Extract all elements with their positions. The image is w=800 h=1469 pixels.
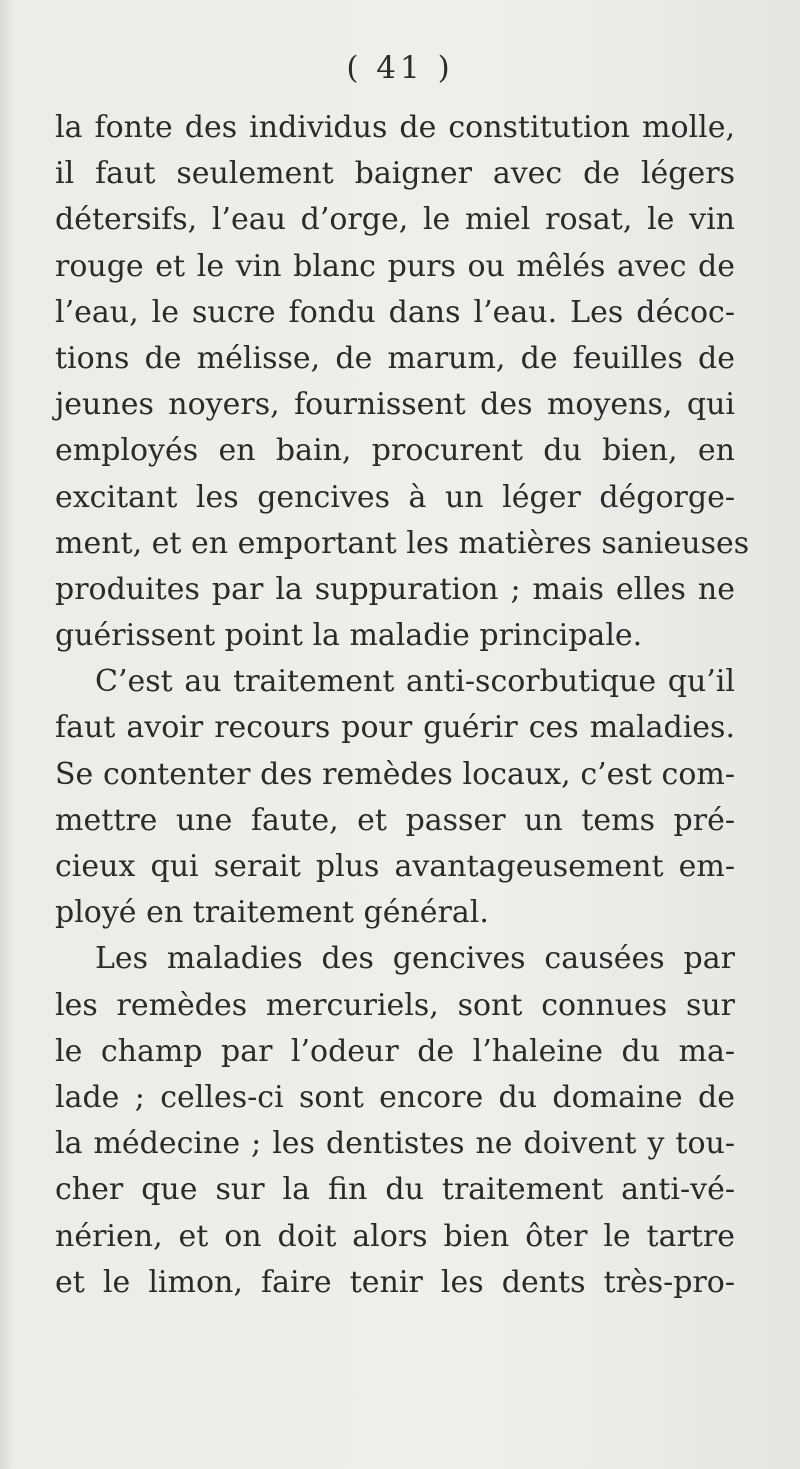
text-line: rouge et le vin blanc purs ou mêlés avec de [55,248,735,284]
text-line: il faut seulement baigner avec de légers [55,156,735,192]
text-line: Les maladies des gencives causées par [95,941,735,977]
text-line: lade ; celles-ci sont encore du domaine de [55,1079,735,1115]
text-line: nérien, et on doit alors bien ôter le tartre [55,1218,735,1254]
text-line: le champ par l’odeur de l’haleine du ma- [55,1033,735,1069]
text-line: guérissent point la maladie principale. [55,618,643,654]
text-line: excitant les gencives à un léger dégorge- [55,479,735,515]
paragraph-2 [55,659,735,936]
text-line: produites par la suppuration ; mais elles ne [55,571,735,607]
text-line: cher que sur la fin du traitement anti-vé- [55,1172,735,1208]
text-line: jeunes noyers, fournissent des moyens, qui [55,387,735,423]
text-line: employés en bain, procurent du bien, en [55,433,735,469]
text-line: ment, et en emportant les matières sanieuses [55,525,750,561]
body-text [55,105,750,1306]
text-line: tions de mélisse, de marum, de feuilles de [55,340,735,376]
paragraph-3 [55,936,735,1306]
text-line: cieux qui serait plus avantageusement em- [55,849,735,884]
text-line: la fonte des individus de constitution molle, [55,110,735,145]
text-line: les remèdes mercuriels, sont connues sur [55,987,735,1023]
text-line: Se contenter des remèdes locaux, c’est com- [55,756,735,792]
text-line: la médecine ; les dentistes ne doivent y tou- [55,1126,735,1162]
text-line: mettre une faute, et passer un tems pré- [55,802,735,838]
text-line: l’eau, le sucre fondu dans l’eau. Les décoc- [55,294,735,330]
text-line: et le limon, faire tenir les dents très-pro- [55,1264,735,1300]
text-line: faut avoir recours pour guérir ces maladies. [55,710,735,746]
text-line: C’est au traitement anti-scorbutique qu’il [95,664,735,700]
page-number: ( 41 ) [346,50,454,86]
text-line: ployé en traitement général. [55,895,489,931]
paragraph-1 [55,105,750,659]
text-line: détersifs, l’eau d’orge, le miel rosat, le vin [55,202,735,238]
